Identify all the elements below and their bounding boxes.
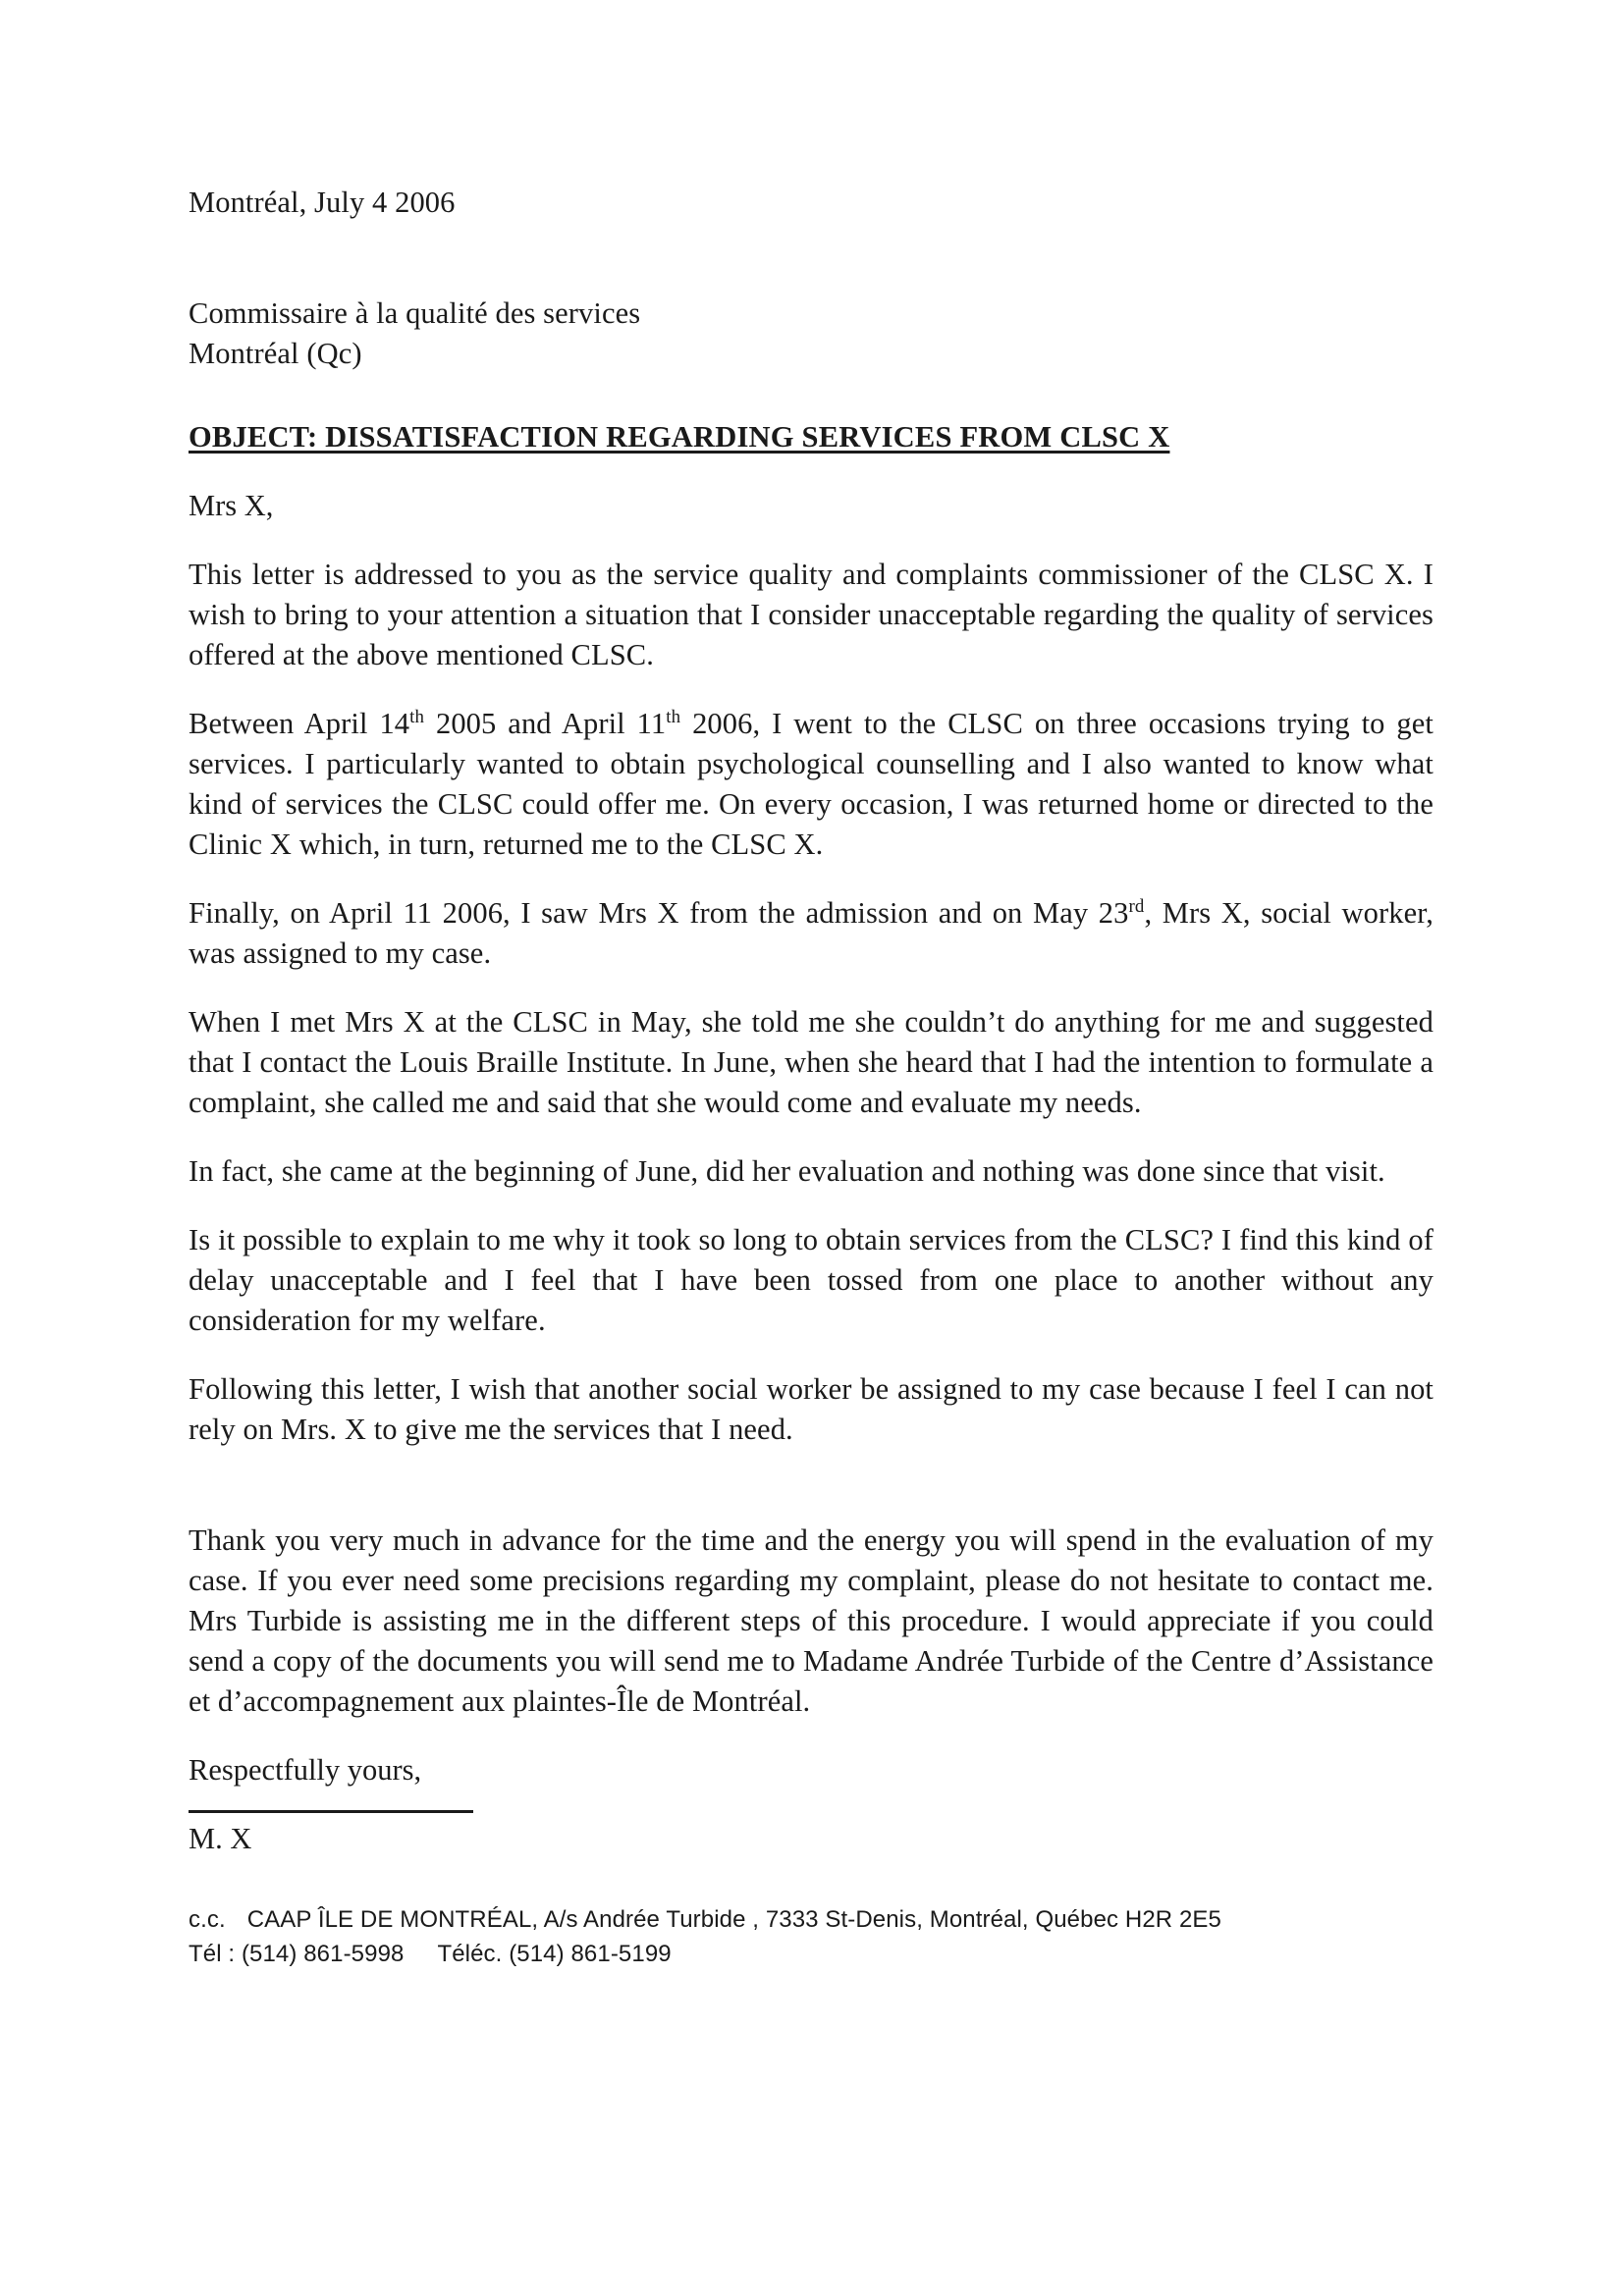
paragraph-3	[189, 893, 1434, 974]
paragraph-7: Following this letter, I wish that another social worker be assigned to my case because I feel I can not rely on Mrs. X to give me the services that I need.	[189, 1372, 1434, 1446]
spacer-after-salutation	[189, 526, 1434, 555]
ordinal-suffix-11th: th	[666, 706, 681, 727]
spacer-p7-p8	[189, 1450, 1434, 1521]
letter-body	[189, 183, 1434, 1971]
salutation: Mrs X,	[189, 489, 274, 522]
spacer-p2-p3	[189, 865, 1434, 893]
closing-line: Respectfully yours,	[189, 1753, 422, 1787]
ordinal-suffix-23rd: rd	[1128, 895, 1145, 917]
spacer-before-closing	[189, 1722, 1434, 1750]
spacer-after-date	[189, 223, 1434, 294]
paragraph-6: Is it possible to explain to me why it took so long to obtain services from the CLSC? I find this kind of delay unacceptable and I feel that I have been tossed from one place to another without any consideration for my welfare.	[189, 1223, 1434, 1337]
paragraph-2-part-2: 2005 and April 11	[424, 707, 667, 740]
fax-label: Téléc. (514) 861-5199	[437, 1941, 672, 1967]
spacer-after-recipient	[189, 374, 1434, 417]
paragraph-5: In fact, she came at the beginning of June, did her evaluation and nothing was done since that visit.	[189, 1154, 1385, 1188]
signer-name: M. X	[189, 1822, 252, 1855]
cc-line	[189, 1902, 1434, 1937]
paragraph-2	[189, 704, 1434, 865]
paragraph-3-part-2: , Mrs X, social worker, was assigned to my case.	[189, 896, 1434, 970]
spacer-p5-p6	[189, 1192, 1434, 1220]
paragraph-2-part-1: Between April 14	[189, 707, 410, 740]
paragraph-3-part-1: Finally, on April 11 2006, I saw Mrs X from the admission and on May 23	[189, 896, 1129, 930]
spacer-after-object	[189, 457, 1434, 486]
spacer-before-footer	[189, 1859, 1434, 1902]
date-line: Montréal, July 4 2006	[189, 186, 456, 219]
spacer-p1-p2	[189, 675, 1434, 704]
signature-rule	[189, 1810, 473, 1813]
spacer-p3-p4	[189, 974, 1434, 1002]
phone-label: Tél : (514) 861-5998	[189, 1941, 405, 1967]
paragraph-8: Thank you very much in advance for the time and the energy you will spend in the evaluation of my case. If you ever need some precisions regarding my complaint, please do not hesitate to contact me. Mrs Turbide is assisting me in the different steps of this procedure. I would appreciate if you could send a copy of the documents you will send me to Madame Andrée Turbide of the Centre d’Assistance et d’accompagnement aux plaintes-Île de Montréal.	[189, 1523, 1434, 1718]
spacer-p6-p7	[189, 1341, 1434, 1369]
paragraph-4: When I met Mrs X at the CLSC in May, she told me she couldn’t do anything for me and suggested that I contact the Louis Braille Institute. In June, when she heard that I had the intention to formulate a complaint, she called me and said that she would come and evaluate my needs.	[189, 1005, 1434, 1119]
recipient-line-2: Montréal (Qc)	[189, 337, 362, 370]
recipient-block	[189, 294, 1434, 374]
date-block	[189, 183, 1434, 223]
cc-footer-block	[189, 1902, 1434, 1971]
paragraph-1: This letter is addressed to you as the service quality and complaints commissioner of the CLSC X. I wish to bring to your attention a situation that I consider unacceptable regarding the quality of services offered at the above mentioned CLSC.	[189, 558, 1434, 671]
spacer-p4-p5	[189, 1123, 1434, 1151]
object-heading: OBJECT: DISSATISFACTION REGARDING SERVICES FROM CLSC X	[189, 420, 1170, 454]
contact-line	[189, 1937, 1434, 1971]
recipient-line-1: Commissaire à la qualité des services	[189, 296, 641, 330]
paragraph-2-part-3: 2006, I went to the CLSC on three occasions trying to get services. I particularly wanted to obtain psychological counselling and I also wanted to know what kind of services the CLSC could offer me. On every occasion, I was returned home or directed to the Clinic X which, in turn, returned me to the CLSC X.	[189, 707, 1434, 861]
ordinal-suffix-14th: th	[409, 706, 425, 727]
object-heading-row	[189, 417, 1434, 457]
cc-prefix: c.c.	[189, 1906, 226, 1933]
cc-body: CAAP ÎLE DE MONTRÉAL, A/s Andrée Turbide , 7333 St-Denis, Montréal, Québec H2R 2E5	[246, 1906, 1221, 1933]
